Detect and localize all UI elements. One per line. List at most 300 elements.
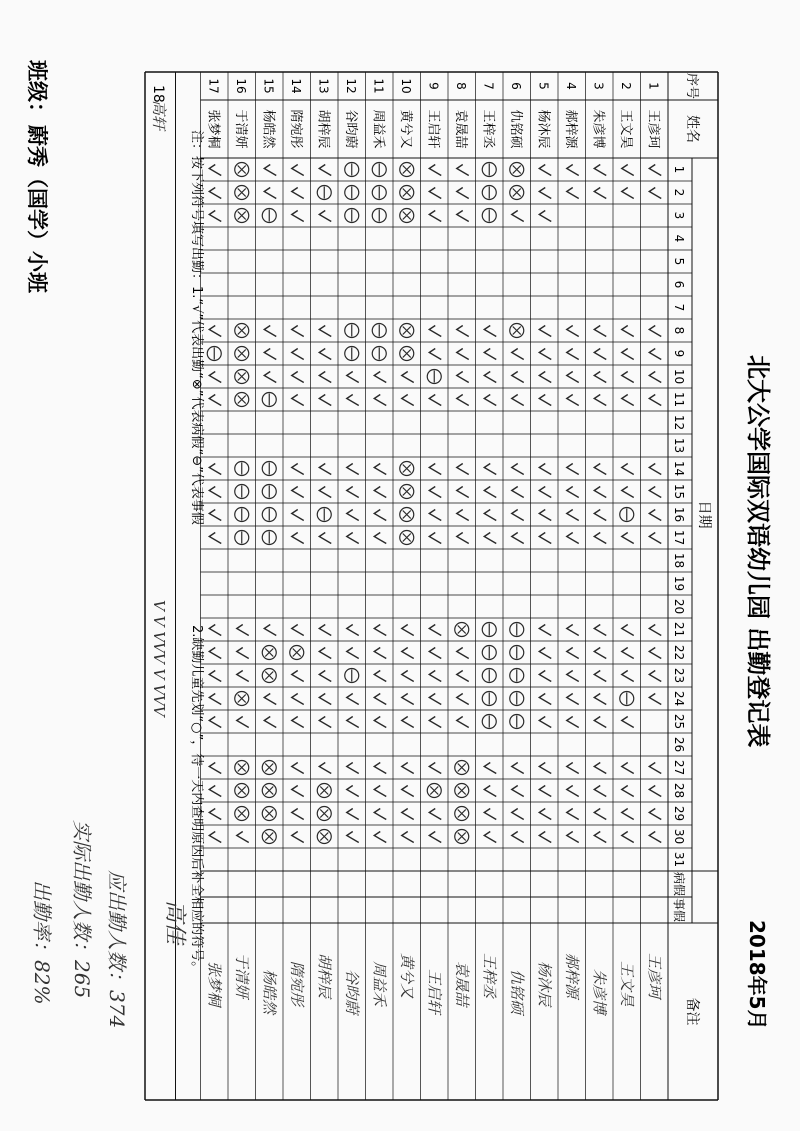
present-mark <box>649 809 661 820</box>
present-mark <box>567 625 579 636</box>
day-header-19: 19 <box>672 575 686 592</box>
present-mark <box>402 832 414 843</box>
day-header-1: 1 <box>672 165 686 174</box>
present-mark <box>649 510 661 521</box>
present-mark <box>539 625 551 636</box>
student-name: 王梓丞 <box>480 109 496 149</box>
present-mark <box>594 625 606 636</box>
present-mark <box>649 464 661 475</box>
present-mark <box>209 510 221 521</box>
present-mark <box>567 395 579 406</box>
present-mark <box>292 395 304 406</box>
present-mark <box>319 717 331 728</box>
present-mark <box>539 464 551 475</box>
present-mark <box>209 763 221 774</box>
present-mark <box>347 809 359 820</box>
row18-number: 18 <box>150 85 166 103</box>
row-number: 12 <box>343 78 358 94</box>
school-title: 北大公学国际双语幼儿园 出勤登记表 <box>744 355 772 748</box>
present-mark <box>209 464 221 475</box>
date-group-header: 日期 <box>696 500 712 529</box>
present-mark <box>594 671 606 682</box>
present-mark <box>594 694 606 705</box>
present-mark <box>402 625 414 636</box>
present-mark <box>622 786 634 797</box>
present-mark <box>429 188 441 199</box>
present-mark <box>374 786 386 797</box>
sick-leave-mark <box>262 807 276 821</box>
present-mark <box>292 786 304 797</box>
present-mark <box>402 648 414 659</box>
present-mark <box>429 464 441 475</box>
day-header-5: 5 <box>672 257 686 266</box>
present-mark <box>209 671 221 682</box>
row-number: 13 <box>316 78 331 94</box>
present-mark <box>512 464 524 475</box>
present-mark <box>622 395 634 406</box>
present-mark <box>649 165 661 176</box>
present-mark <box>429 326 441 337</box>
present-mark <box>649 671 661 682</box>
row-number: 8 <box>453 82 468 90</box>
present-mark <box>209 533 221 544</box>
present-mark <box>319 763 331 774</box>
present-mark <box>457 326 469 337</box>
sick-leave-mark <box>290 646 304 660</box>
personal-leave-mark <box>482 646 496 660</box>
present-mark <box>264 165 276 176</box>
present-mark <box>402 395 414 406</box>
personal-leave-mark <box>427 370 441 384</box>
present-mark <box>374 671 386 682</box>
present-mark <box>484 809 496 820</box>
personal-leave-mark <box>510 669 524 683</box>
parent-signature: 张梦桐 <box>205 961 224 1007</box>
present-mark <box>457 487 469 498</box>
present-mark <box>622 349 634 360</box>
row-number: 1 <box>646 82 661 90</box>
present-mark <box>209 625 221 636</box>
present-mark <box>649 395 661 406</box>
day-header-7: 7 <box>672 303 686 312</box>
personal-leave-mark <box>372 186 386 200</box>
present-mark <box>512 211 524 222</box>
sick-leave-mark <box>400 531 414 545</box>
sick-leave-mark <box>427 784 441 798</box>
personal-leave-mark <box>345 669 359 683</box>
student-name: 郝梓源 <box>562 109 578 149</box>
present-mark <box>292 809 304 820</box>
present-mark <box>292 487 304 498</box>
personal-leave-mark <box>345 324 359 338</box>
sick-leave-mark <box>235 807 249 821</box>
personal-leave-mark <box>482 669 496 683</box>
present-mark <box>209 326 221 337</box>
present-mark <box>292 671 304 682</box>
present-mark <box>594 510 606 521</box>
day-header-9: 9 <box>672 349 686 358</box>
student-name: 于清妍 <box>232 109 248 149</box>
personal-leave-mark <box>510 623 524 637</box>
present-mark <box>402 763 414 774</box>
sick-leave-mark <box>317 784 331 798</box>
present-mark <box>237 717 249 728</box>
sick-leave-mark <box>262 646 276 660</box>
present-mark <box>402 717 414 728</box>
present-mark <box>484 395 496 406</box>
parent-signature: 王启轩 <box>425 969 444 1015</box>
sick-leave-mark <box>400 462 414 476</box>
class-label: 班级： <box>25 60 49 123</box>
present-mark <box>567 349 579 360</box>
student-name: 仇铭硕 <box>507 109 523 149</box>
present-mark <box>347 487 359 498</box>
present-mark <box>292 326 304 337</box>
present-mark <box>264 326 276 337</box>
personal-leave-mark <box>262 508 276 522</box>
sick-leave-mark <box>262 830 276 844</box>
present-mark <box>594 395 606 406</box>
sick-leave-mark <box>455 830 469 844</box>
present-mark <box>484 786 496 797</box>
personal-leave-mark <box>207 347 221 361</box>
present-mark <box>457 464 469 475</box>
parent-signature: 隋宛彤 <box>287 961 306 1007</box>
present-mark <box>429 671 441 682</box>
day-header-17: 17 <box>672 529 686 546</box>
present-mark <box>319 625 331 636</box>
present-mark <box>649 487 661 498</box>
present-mark <box>374 533 386 544</box>
present-mark <box>649 832 661 843</box>
day-header-31: 31 <box>672 851 686 868</box>
present-mark <box>512 487 524 498</box>
row-number: 9 <box>426 82 441 90</box>
day-header-8: 8 <box>672 326 686 335</box>
present-mark <box>457 372 469 383</box>
present-mark <box>567 786 579 797</box>
present-mark <box>347 533 359 544</box>
present-mark <box>429 717 441 728</box>
day-header-23: 23 <box>672 667 686 684</box>
present-mark <box>292 211 304 222</box>
present-mark <box>347 372 359 383</box>
present-mark <box>622 648 634 659</box>
present-mark <box>567 487 579 498</box>
present-mark <box>457 395 469 406</box>
present-mark <box>567 533 579 544</box>
present-mark <box>539 510 551 521</box>
sick-leave-mark <box>262 669 276 683</box>
student-name: 周益禾 <box>370 109 386 149</box>
present-mark <box>374 717 386 728</box>
present-mark <box>594 648 606 659</box>
personal-leave-mark <box>372 163 386 177</box>
present-mark <box>649 786 661 797</box>
personal-leave-mark <box>235 485 249 499</box>
present-mark <box>622 487 634 498</box>
present-mark <box>209 717 221 728</box>
present-mark <box>292 763 304 774</box>
day-header-15: 15 <box>672 483 686 500</box>
present-mark <box>402 671 414 682</box>
present-mark <box>649 326 661 337</box>
present-mark <box>594 464 606 475</box>
present-mark <box>374 510 386 521</box>
parent-signature: 周益禾 <box>370 961 389 1007</box>
present-mark <box>622 372 634 383</box>
present-mark <box>484 832 496 843</box>
sick-leave-mark <box>235 761 249 775</box>
sick-leave-mark <box>235 186 249 200</box>
present-mark <box>347 510 359 521</box>
row18-marks: V V VVV V VVV <box>150 600 168 717</box>
row18-name: 高轩 <box>150 100 168 131</box>
present-mark <box>429 349 441 360</box>
sick-leave-mark <box>235 209 249 223</box>
day-header-27: 27 <box>672 759 686 776</box>
sick-leave-mark <box>455 761 469 775</box>
present-mark <box>209 648 221 659</box>
present-mark <box>539 809 551 820</box>
student-name: 谷昀蔚 <box>342 109 358 149</box>
present-mark <box>429 832 441 843</box>
present-mark <box>457 211 469 222</box>
present-mark <box>567 464 579 475</box>
sick-leave-mark <box>455 623 469 637</box>
present-mark <box>237 625 249 636</box>
day-header-29: 29 <box>672 805 686 822</box>
absence-note: 2.缺勤儿童先划“○”，待一天内查明原因后补全相应的符号。 <box>189 625 204 975</box>
day-header-11: 11 <box>672 391 686 408</box>
present-mark <box>374 625 386 636</box>
sick-leave-mark <box>400 186 414 200</box>
present-mark <box>402 694 414 705</box>
present-mark <box>237 832 249 843</box>
present-mark <box>512 533 524 544</box>
present-mark <box>512 832 524 843</box>
present-mark <box>622 763 634 774</box>
personal-leave-mark <box>620 508 634 522</box>
present-mark <box>292 832 304 843</box>
present-mark <box>319 533 331 544</box>
row-number: 10 <box>398 78 413 94</box>
student-name: 隋宛彤 <box>287 109 303 149</box>
personal-leave-header: 事假 <box>672 897 686 923</box>
personal-leave-mark <box>235 462 249 476</box>
present-mark <box>292 349 304 360</box>
present-mark <box>292 165 304 176</box>
present-mark <box>622 717 634 728</box>
present-mark <box>292 717 304 728</box>
row-number: 6 <box>508 82 523 90</box>
present-mark <box>512 763 524 774</box>
present-mark <box>567 671 579 682</box>
student-name: 胡梓辰 <box>315 109 331 149</box>
row-number: 7 <box>481 82 496 90</box>
present-mark <box>292 625 304 636</box>
present-mark <box>567 832 579 843</box>
present-mark <box>594 349 606 360</box>
sick-leave-mark <box>317 830 331 844</box>
personal-leave-mark <box>345 163 359 177</box>
personal-leave-mark <box>482 692 496 706</box>
present-mark <box>209 694 221 705</box>
student-name: 朱彦博 <box>590 109 606 149</box>
present-mark <box>264 625 276 636</box>
day-header-16: 16 <box>672 506 686 523</box>
sick-leave-mark <box>235 163 249 177</box>
present-mark <box>567 188 579 199</box>
day-header-3: 3 <box>672 211 686 220</box>
present-mark <box>209 165 221 176</box>
student-name: 黄兮又 <box>397 109 413 149</box>
present-mark <box>567 694 579 705</box>
present-mark <box>484 464 496 475</box>
personal-leave-mark <box>262 209 276 223</box>
present-mark <box>594 717 606 728</box>
personal-leave-mark <box>482 186 496 200</box>
present-mark <box>539 395 551 406</box>
present-mark <box>512 372 524 383</box>
present-mark <box>622 165 634 176</box>
sick-leave-mark <box>400 508 414 522</box>
parent-signature: 王彦珂 <box>645 953 664 999</box>
personal-leave-mark <box>235 508 249 522</box>
parent-signature: 于清妍 <box>232 953 251 999</box>
present-mark <box>319 464 331 475</box>
sick-leave-mark <box>235 324 249 338</box>
personal-leave-mark <box>620 692 634 706</box>
student-name: 袁晟喆 <box>452 109 468 149</box>
personal-leave-mark <box>510 715 524 729</box>
present-mark <box>374 694 386 705</box>
present-mark <box>374 832 386 843</box>
personal-leave-mark <box>510 692 524 706</box>
present-mark <box>649 533 661 544</box>
day-header-13: 13 <box>672 437 686 454</box>
present-mark <box>594 487 606 498</box>
present-mark <box>347 395 359 406</box>
sick-leave-mark <box>455 784 469 798</box>
present-mark <box>649 188 661 199</box>
present-mark <box>402 809 414 820</box>
present-mark <box>622 832 634 843</box>
present-mark <box>567 372 579 383</box>
row-number: 15 <box>261 78 276 94</box>
parent-signature: 袁晟喆 <box>452 961 471 1007</box>
present-mark <box>402 372 414 383</box>
sick-leave-mark <box>235 393 249 407</box>
present-mark <box>292 372 304 383</box>
sick-leave-mark <box>400 485 414 499</box>
present-mark <box>649 349 661 360</box>
day-header-30: 30 <box>672 828 686 845</box>
present-mark <box>374 809 386 820</box>
present-mark <box>264 349 276 360</box>
present-mark <box>264 188 276 199</box>
present-mark <box>594 326 606 337</box>
day-header-6: 6 <box>672 280 686 289</box>
present-mark <box>319 671 331 682</box>
present-mark <box>209 832 221 843</box>
legend-note: 注：按下列符号填写出勤：1.“√”代表出勤“⊗”代表病假“⊖”代表事假 <box>189 130 204 525</box>
present-mark <box>319 165 331 176</box>
present-mark <box>237 648 249 659</box>
sick-leave-mark <box>235 347 249 361</box>
day-header-20: 20 <box>672 598 686 615</box>
sheet-date: 2018年5月 <box>745 920 769 1030</box>
personal-leave-mark <box>317 186 331 200</box>
present-mark <box>429 487 441 498</box>
personal-leave-mark <box>262 485 276 499</box>
day-header-21: 21 <box>672 621 686 638</box>
present-mark <box>594 165 606 176</box>
parent-signature: 王梓丞 <box>480 953 499 999</box>
present-mark <box>539 211 551 222</box>
present-mark <box>512 395 524 406</box>
sick-leave-mark <box>455 807 469 821</box>
sick-leave-header: 病假 <box>672 871 686 897</box>
sick-leave-mark <box>400 209 414 223</box>
present-mark <box>622 188 634 199</box>
sick-leave-mark <box>510 324 524 338</box>
present-mark <box>209 487 221 498</box>
personal-leave-mark <box>262 531 276 545</box>
present-mark <box>319 395 331 406</box>
present-mark <box>319 326 331 337</box>
present-mark <box>649 648 661 659</box>
present-mark <box>429 533 441 544</box>
sick-leave-mark <box>235 784 249 798</box>
sick-leave-mark <box>262 761 276 775</box>
day-header-26: 26 <box>672 736 686 753</box>
present-mark <box>374 464 386 475</box>
remarks-header: 备注 <box>684 997 700 1026</box>
day-header-4: 4 <box>672 234 686 243</box>
parent-signature: 王文昊 <box>617 961 636 1007</box>
present-mark <box>484 372 496 383</box>
personal-leave-mark <box>262 462 276 476</box>
present-mark <box>649 625 661 636</box>
present-mark <box>347 464 359 475</box>
present-mark <box>347 763 359 774</box>
present-mark <box>539 763 551 774</box>
personal-leave-mark <box>372 347 386 361</box>
present-mark <box>292 188 304 199</box>
sick-leave-mark <box>400 324 414 338</box>
present-mark <box>484 487 496 498</box>
present-mark <box>209 809 221 820</box>
present-mark <box>539 694 551 705</box>
present-mark <box>457 533 469 544</box>
present-mark <box>649 372 661 383</box>
present-mark <box>209 188 221 199</box>
present-mark <box>457 694 469 705</box>
present-mark <box>539 487 551 498</box>
present-mark <box>539 372 551 383</box>
day-header-24: 24 <box>672 690 686 707</box>
row-number: 3 <box>591 82 606 90</box>
attendance-rate: 出勤率：82% <box>30 880 54 1005</box>
present-mark <box>429 694 441 705</box>
parent-signature: 谷昀蔚 <box>342 969 361 1015</box>
present-mark <box>374 648 386 659</box>
present-mark <box>429 510 441 521</box>
present-mark <box>539 188 551 199</box>
row-number: 16 <box>233 78 248 94</box>
name-header: 姓名 <box>684 115 700 143</box>
